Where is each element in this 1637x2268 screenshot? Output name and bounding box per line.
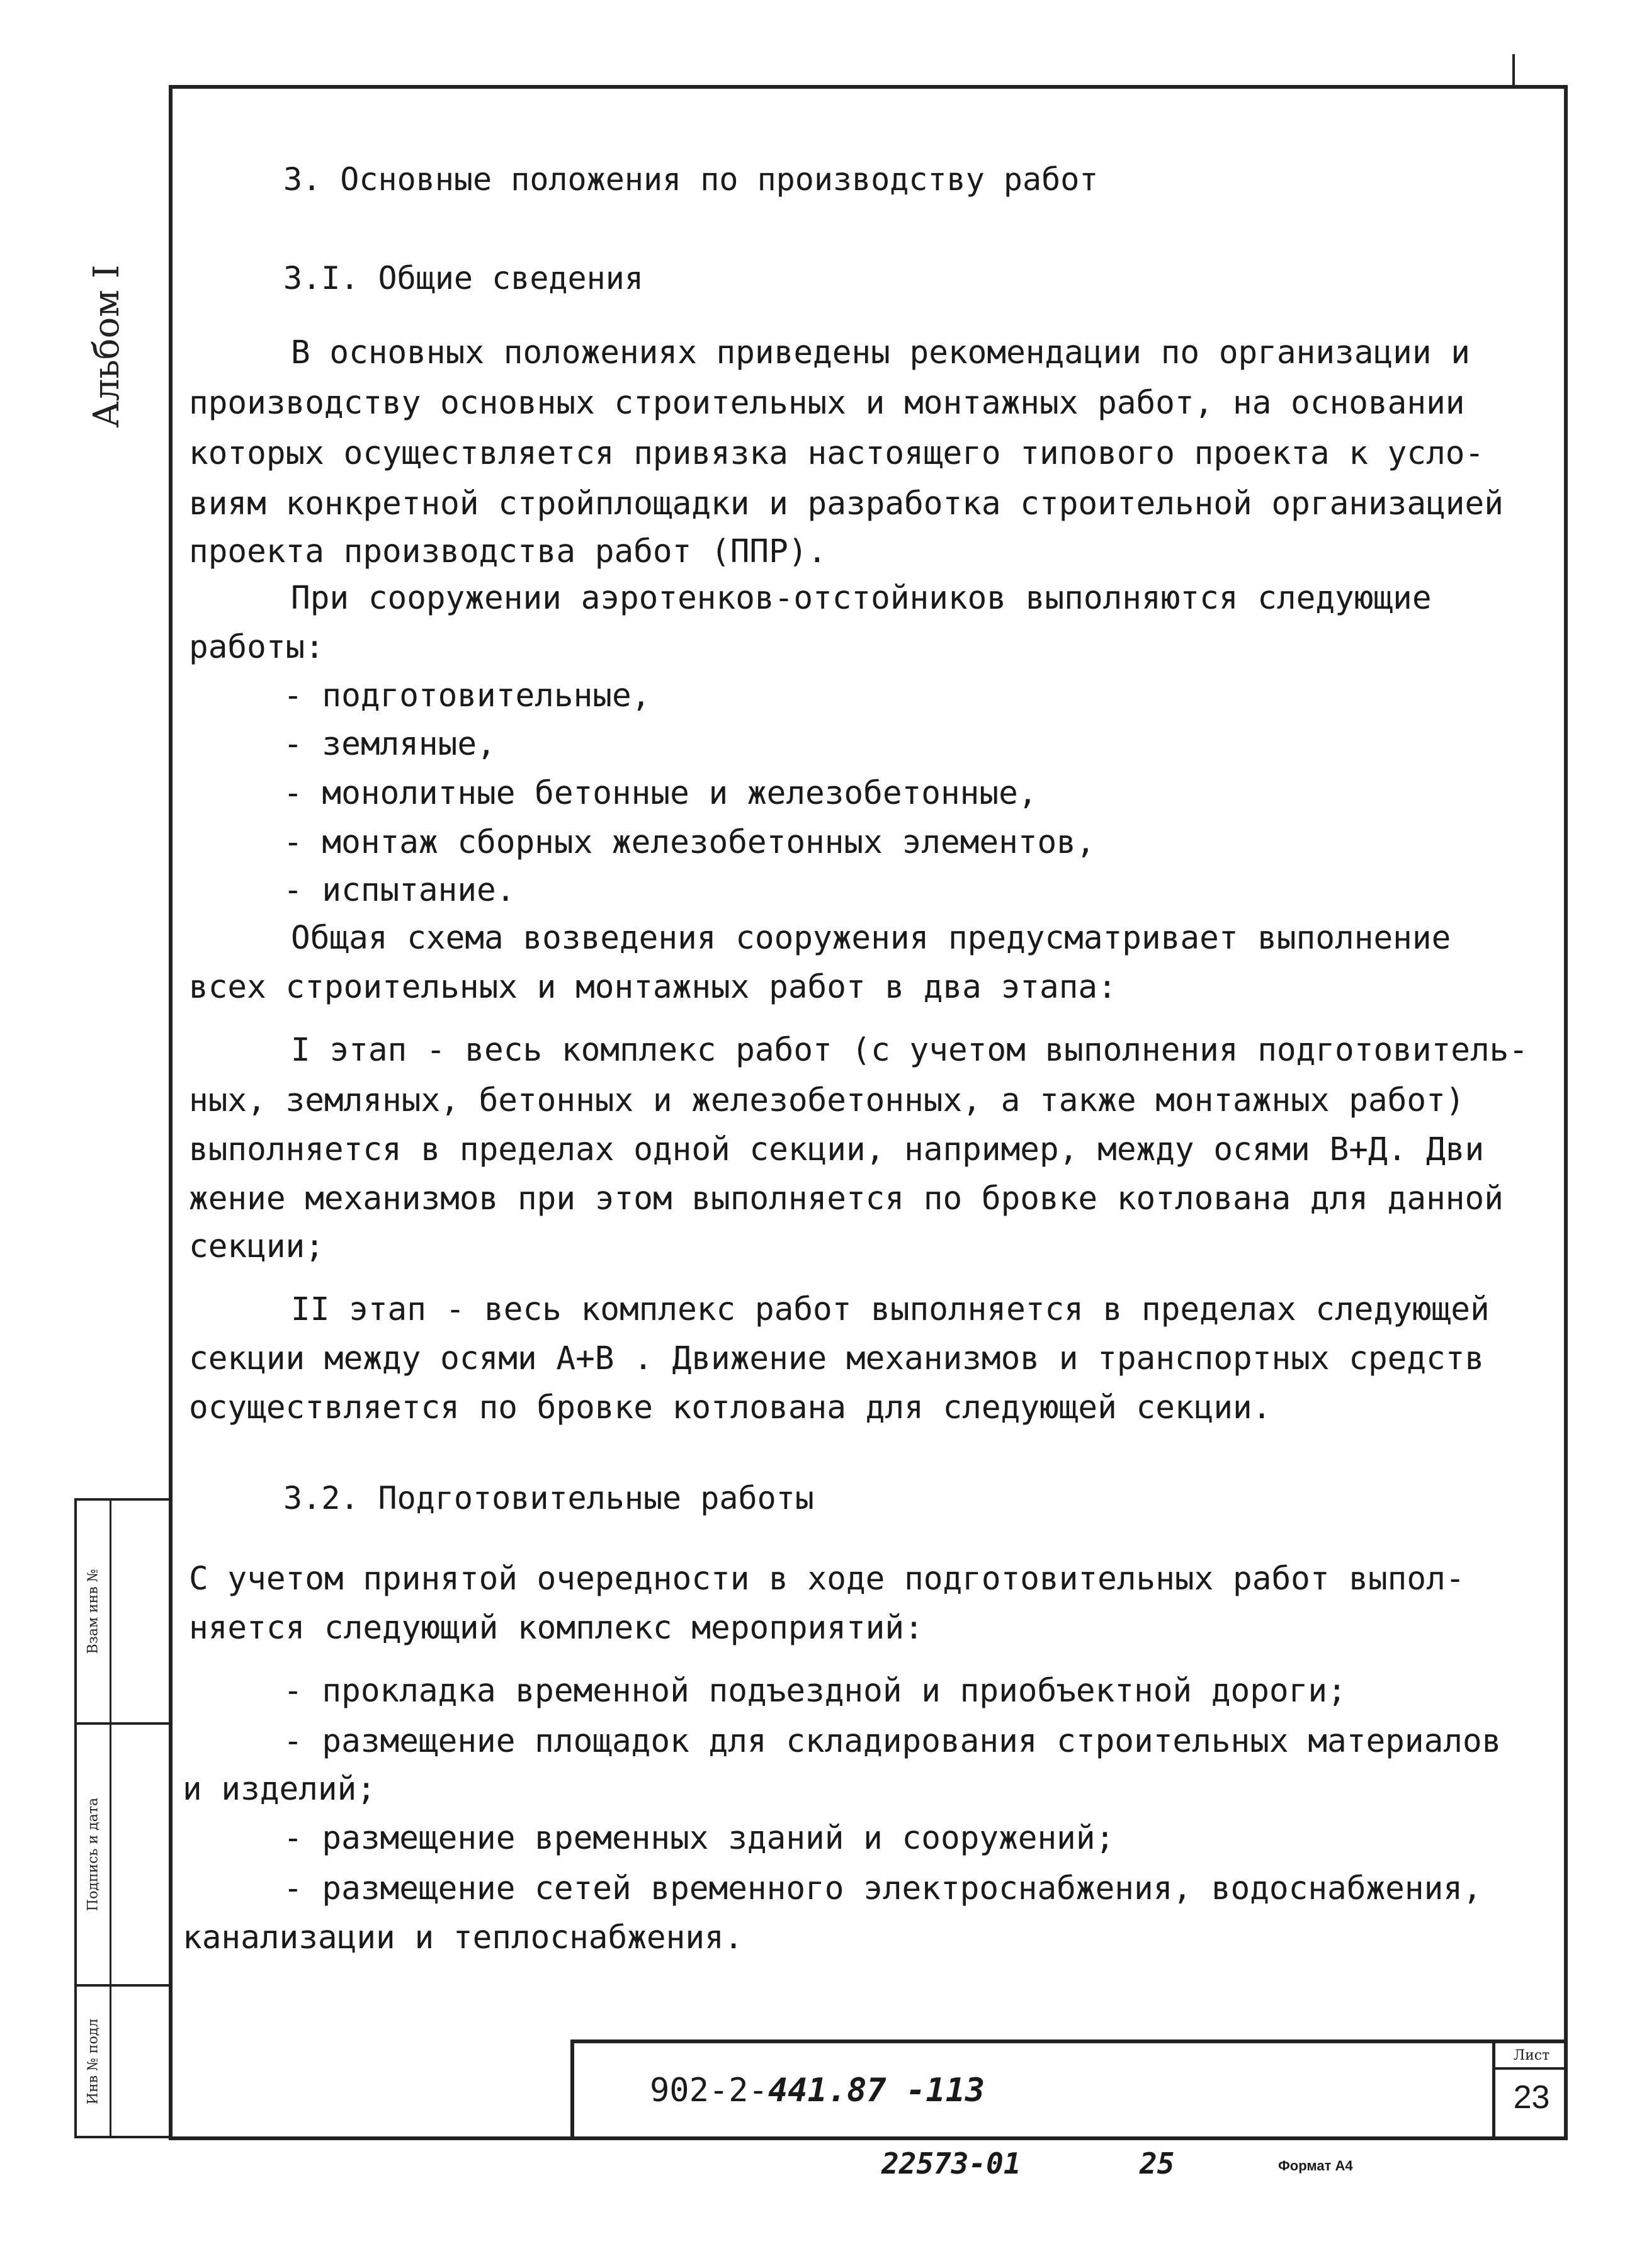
stamp-label: Взам инв № bbox=[85, 1569, 101, 1654]
sheet-box bbox=[1492, 2043, 1568, 2140]
text-line: которых осуществляется привязка настоящего типового проекта к усло- bbox=[189, 435, 1485, 472]
stamp-label: Инв № подл bbox=[85, 2018, 101, 2104]
list-item: - размещение сетей временного электроснабжения, водоснабжения, bbox=[283, 1870, 1482, 1907]
text-line: производству основных строительных и монтажных работ, на основании bbox=[189, 385, 1465, 422]
text-line: II этап - весь комплекс работ выполняется в пределах следующей bbox=[291, 1291, 1490, 1328]
format-label: Формат А4 bbox=[1278, 2158, 1353, 2174]
section-heading: 3. Основные положения по производству работ bbox=[283, 161, 1099, 198]
text-line: осуществляется по бровке котлована для следующей секции. bbox=[189, 1389, 1272, 1426]
document-code-printed: 902-2- bbox=[650, 2072, 768, 2109]
text-line: секции между осями А+В . Движение механизмов и транспортных средств bbox=[189, 1340, 1485, 1377]
text-line: I этап - весь комплекс работ (с учетом выполнения подготовитель- bbox=[291, 1032, 1529, 1069]
list-item: - подготовительные, bbox=[283, 677, 651, 714]
text-line: всех строительных и монтажных работ в два этапа: bbox=[189, 969, 1117, 1006]
text-line: канализации и теплоснабжения. bbox=[183, 1919, 744, 1956]
document-code-handwritten: 441.87 -113 bbox=[768, 2072, 985, 2109]
list-item: - земляные, bbox=[283, 726, 496, 763]
text-line: В основных положениях приведены рекомендации по организации и bbox=[291, 334, 1470, 371]
footer-page: 25 bbox=[1140, 2147, 1175, 2181]
text-line: выполняется в пределах одной секции, например, между осями В+Д. Дви bbox=[189, 1131, 1485, 1168]
text-line: жение механизмов при этом выполняется по бровке котлована для данной bbox=[189, 1180, 1504, 1217]
text-line: Общая схема возведения сооружения предусматривает выполнение bbox=[291, 920, 1451, 957]
text-line: проекта производства работ (ППР). bbox=[189, 533, 827, 570]
footer-code: 22573-01 bbox=[881, 2147, 1021, 2181]
list-item: - монтаж сборных железобетонных элементов, bbox=[283, 824, 1096, 861]
text-line: няется следующий комплекс мероприятий: bbox=[189, 1610, 924, 1647]
text-line: виям конкретной стройплощадки и разработка строительной организацией bbox=[189, 485, 1504, 522]
document-code bbox=[650, 2072, 985, 2109]
stamp-replaced-inv bbox=[74, 1498, 169, 1725]
album-label: Альбом I bbox=[86, 264, 127, 428]
list-item: - прокладка временной подъездной и приобъектной дороги; bbox=[283, 1673, 1347, 1710]
text-line: ных, земляных, бетонных и железобетонных, а также монтажных работ) bbox=[189, 1082, 1465, 1119]
text-line: и изделий; bbox=[183, 1771, 377, 1808]
text-line: С учетом принятой очередности в ходе подготовительных работ выпол- bbox=[189, 1560, 1465, 1598]
text-line: секции; bbox=[189, 1228, 324, 1265]
list-item: - монолитные бетонные и железобетонные, bbox=[283, 775, 1038, 812]
list-item: - размещение временных зданий и сооружений; bbox=[283, 1820, 1115, 1857]
sheet-label: Лист bbox=[1495, 2043, 1568, 2070]
stamp-original-inv bbox=[74, 1984, 169, 2138]
stamp-signature-date bbox=[74, 1722, 169, 1987]
subsection-heading: 3.2. Подготовительные работы bbox=[283, 1480, 814, 1516]
list-item: - испытание. bbox=[283, 872, 516, 909]
list-item: - размещение площадок для складирования строительных материалов bbox=[283, 1723, 1502, 1760]
subsection-heading: 3.I. Общие сведения bbox=[283, 260, 643, 296]
text-line: работы: bbox=[189, 629, 324, 666]
stamp-label: Подпись и дата bbox=[85, 1797, 101, 1912]
title-block bbox=[570, 2040, 1568, 2140]
text-line: При сооружении аэротенков-отстойников выполняются следующие bbox=[291, 580, 1432, 617]
corner-mark bbox=[1512, 54, 1515, 86]
sheet-number: 23 bbox=[1513, 2079, 1550, 2116]
